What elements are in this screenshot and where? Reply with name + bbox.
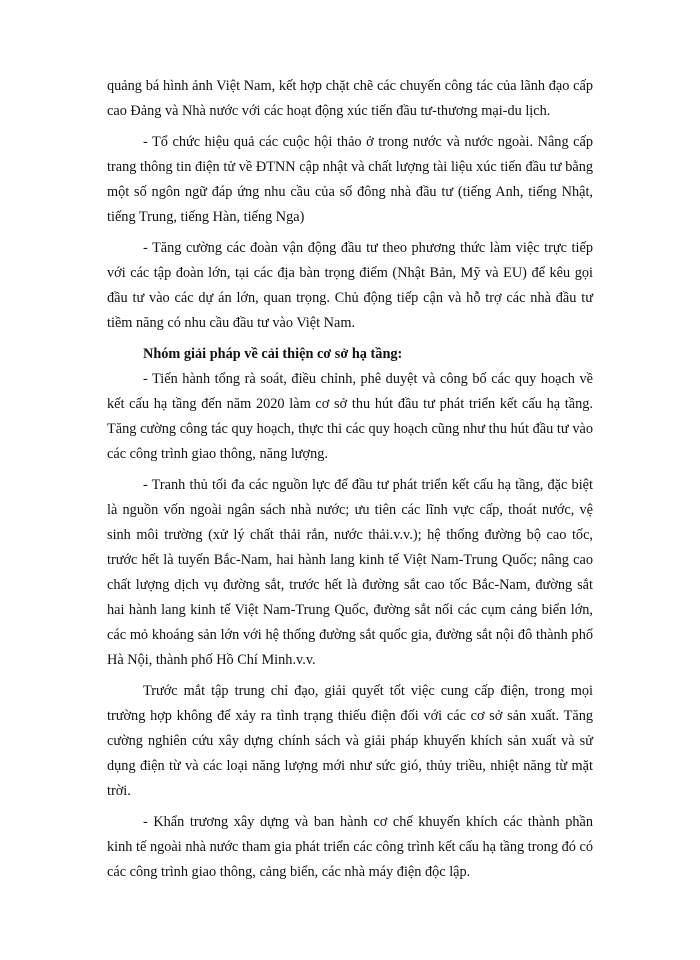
paragraph-seminars: - Tổ chức hiệu quả các cuộc hội thảo ở trong nước và nước ngoài. Nâng cấp trang thông tin điện tử về ĐTNN cập nhật và chất lượng tài liệu xúc tiến đầu tư bằng một số ngôn ngữ đáp ứng nhu cầu của số đông nhà đầu tư (tiếng Anh, tiếng Nhật, tiếng Trung, tiếng Hàn, tiếng Nga) — [107, 134, 593, 225]
paragraph-investment-delegations: - Tăng cường các đoàn vận động đầu tư theo phương thức làm việc trực tiếp với các tập đoàn lớn, tại các địa bàn trọng điểm (Nhật Bản, Mỹ và EU) để kêu gọi đầu tư vào các dự án lớn, quan trọng. Chủ động tiếp cận và hỗ trợ các nhà đầu tư tiềm năng có nhu cầu đầu tư vào Việt Nam. — [107, 240, 593, 331]
paragraph-incentive-mechanism: - Khẩn trương xây dựng và ban hành cơ chế khuyến khích các thành phần kinh tế ngoài nhà nước tham gia phát triển các công trình kết cấu hạ tầng trong đó có các công trình giao thông, cảng biển, các nhà máy điện độc lập. — [107, 814, 593, 880]
paragraph-power-supply: Trước mắt tập trung chỉ đạo, giải quyết tốt việc cung cấp điện, trong mọi trường hợp không để xảy ra tình trạng thiếu điện đối với các cơ sở sản xuất. Tăng cường nghiên cứu xây dựng chính sách và giải pháp khuyến khích sản xuất và sử dụng điện từ và các loại năng lượng mới như sức gió, thủy triều, nhiệt năng từ mặt trời. — [107, 683, 593, 799]
document-body — [107, 74, 593, 891]
paragraph-resource-mobilization: - Tranh thủ tối đa các nguồn lực để đầu tư phát triển kết cấu hạ tầng, đặc biệt là nguồn vốn ngoài ngân sách nhà nước; ưu tiên các lĩnh vực cấp, thoát nước, vệ sinh môi trường (xử lý chất thải rắn, nước thải.v.v.); hệ thống đường bộ cao tốc, trước hết là tuyến Bắc-Nam, hai hành lang kinh tế Việt Nam-Trung Quốc; nâng cao chất lượng dịch vụ đường sắt, trước hết là đường sắt cao tốc Bắc-Nam, đường sắt hai hành lang kinh tế Việt Nam-Trung Quốc, đường sắt nối các cụm cảng biển lớn, các mỏ khoáng sản lớn với hệ thống đường sắt quốc gia, đường sắt nội đô thành phố Hà Nội, thành phố Hồ Chí Minh.v.v. — [107, 477, 593, 668]
paragraph-planning-review: - Tiến hành tổng rà soát, điều chỉnh, phê duyệt và công bố các quy hoạch về kết cấu hạ tầng đến năm 2020 làm cơ sở thu hút đầu tư phát triển kết cấu hạ tầng. Tăng cường công tác quy hoạch, thực thi các quy hoạch cũng như thu hút đầu tư vào các công trình giao thông, năng lượng. — [107, 371, 593, 462]
section-heading-infrastructure: Nhóm giải pháp về cải thiện cơ sở hạ tầng: — [143, 346, 403, 362]
paragraph-promotion-image: quảng bá hình ảnh Việt Nam, kết hợp chặt chẽ các chuyến công tác của lãnh đạo cấp cao Đảng và Nhà nước với các hoạt động xúc tiến đầu tư-thương mại-du lịch. — [107, 78, 593, 119]
